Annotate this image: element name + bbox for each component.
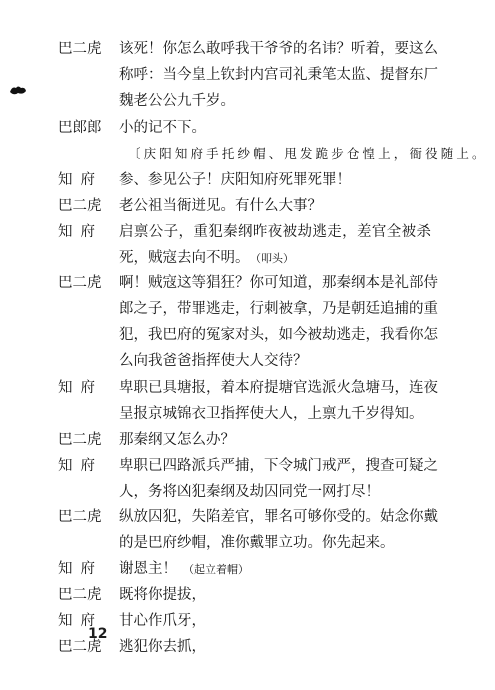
speech-text: 么向我爸爸指挥使大人交待？ xyxy=(119,353,308,369)
speech-text-container xyxy=(119,38,438,60)
dialogue-line xyxy=(0,117,495,139)
speech-text-container xyxy=(119,350,308,372)
dialogue-line xyxy=(0,169,495,191)
stage-note: （叩头） xyxy=(255,252,294,265)
speech-text: 该死！你怎么敢呼我干爷爷的名讳？听着，要这么 xyxy=(119,41,438,57)
dialogue-line xyxy=(0,272,495,294)
speech-text: 犯，我巴府的冤家对头，如今被劫逃走，我看你怎 xyxy=(119,327,438,343)
stage-note: （起立着帽） xyxy=(183,563,249,576)
speech-text-container xyxy=(119,636,206,658)
speech-text: 卑职已四路派兵严捕，下令城门戒严，搜查可疑之 xyxy=(119,458,438,474)
dialogue-line xyxy=(0,610,495,632)
speech-text: 郎之子，带罪逃走，行刺被拿，乃是朝廷追捕的重 xyxy=(119,301,438,317)
speech-text-container xyxy=(119,429,235,451)
dialogue-line xyxy=(0,481,495,503)
speaker-name: 巴二虎 xyxy=(58,587,102,603)
speaker-name: 巴二虎 xyxy=(58,41,102,57)
speech-text: 的是巴府纱帽，准你戴罪立功。你先起来。 xyxy=(119,535,395,551)
speech-text: 称呼：当今皇上钦封内宫司礼秉笔太监、提督东厂 xyxy=(119,67,438,83)
speech-text-container xyxy=(119,558,249,581)
dialogue-line xyxy=(0,143,495,165)
speech-text: 既将你提拔， xyxy=(119,587,206,603)
speaker-name: 巴二虎 xyxy=(58,275,102,291)
speech-text-container xyxy=(119,117,206,139)
speech-text: 那秦纲又怎么办？ xyxy=(119,432,235,448)
stage-direction xyxy=(128,143,488,165)
dialogue-line xyxy=(0,584,495,606)
speaker-name: 知府 xyxy=(58,458,103,474)
dialogue-line xyxy=(0,558,495,580)
speech-text-container xyxy=(119,584,206,606)
speech-text-container xyxy=(119,377,438,399)
dialogue-line xyxy=(0,38,495,60)
speech-text-container xyxy=(119,272,438,294)
dialogue-line xyxy=(0,90,495,112)
speech-text: 卑职已具塘报，着本府提塘官选派火急塘马，连夜 xyxy=(119,380,438,396)
dialogue-line xyxy=(0,221,495,243)
speaker-name: 知府 xyxy=(58,172,103,188)
dialogue-line xyxy=(0,247,495,269)
dialogue-line xyxy=(0,377,495,399)
speech-text-container xyxy=(119,298,438,320)
speech-text-container xyxy=(119,481,380,503)
dialogue-line xyxy=(0,195,495,217)
speech-text-container xyxy=(119,324,438,346)
speech-text: 启禀公子，重犯秦纲昨夜被劫逃走，差官全被杀 xyxy=(119,224,432,240)
speech-text: 啊！贼寇这等猖狂？你可知道，那秦纲本是礼部侍 xyxy=(119,275,438,291)
speech-text-container xyxy=(119,195,322,217)
speech-text-container xyxy=(119,610,206,632)
speech-text: 纵放囚犯，失陷差官，罪名可够你受的。姑念你戴 xyxy=(119,509,438,525)
speech-text: 魏老公公九千岁。 xyxy=(119,93,235,109)
speech-text: 参、参见公子！庆阳知府死罪死罪！ xyxy=(119,172,351,188)
speech-text-container xyxy=(119,169,351,191)
speech-text: 小的记不下。 xyxy=(119,120,206,136)
speech-text-container xyxy=(119,221,431,243)
speech-text-container xyxy=(119,403,424,425)
speaker-name: 知府 xyxy=(58,561,103,577)
dialogue-line xyxy=(0,403,495,425)
speech-text: 谢恩主！ xyxy=(119,561,177,577)
dialogue-line xyxy=(0,350,495,372)
dialogue-line xyxy=(0,506,495,528)
speech-text-container xyxy=(119,455,438,477)
speech-text: 人，务将凶犯秦纲及劫囚同党一网打尽！ xyxy=(119,484,380,500)
speaker-name: 巴二虎 xyxy=(58,639,102,655)
speech-text: 死，贼寇去向不明。 xyxy=(119,250,250,266)
speech-text: 逃犯你去抓， xyxy=(119,639,206,655)
speaker-name: 巴二虎 xyxy=(58,198,102,214)
speech-text-container xyxy=(119,90,235,112)
speech-text: 老公祖当衙迸见。有什么大事？ xyxy=(119,198,322,214)
dialogue-line xyxy=(0,636,495,658)
dialogue-line xyxy=(0,298,495,320)
stage-direction-text: 〔庆阳知府手托纱帽、甩发跪步仓惶上，衙役随上。 xyxy=(128,146,488,161)
page-number: 12 xyxy=(88,626,108,642)
speech-text-container xyxy=(119,64,438,86)
speaker-name: 巴二虎 xyxy=(58,432,102,448)
dialogue-line xyxy=(0,64,495,86)
speaker-name: 巴郎郎 xyxy=(58,120,102,136)
dialogue-line xyxy=(0,429,495,451)
speech-text-container xyxy=(119,506,438,528)
speech-text: 甘心作爪牙， xyxy=(119,613,206,629)
dialogue-line xyxy=(0,532,495,554)
speech-text-container xyxy=(119,532,395,554)
speaker-name: 巴二虎 xyxy=(58,509,102,525)
dialogue-line xyxy=(0,455,495,477)
speaker-name: 知府 xyxy=(58,224,103,240)
speech-text: 呈报京城锦衣卫指挥使大人，上禀九千岁得知。 xyxy=(119,406,424,422)
speaker-name: 知府 xyxy=(58,613,103,629)
speaker-name: 知府 xyxy=(58,380,103,396)
dialogue-line xyxy=(0,324,495,346)
speech-text-container xyxy=(119,247,294,270)
